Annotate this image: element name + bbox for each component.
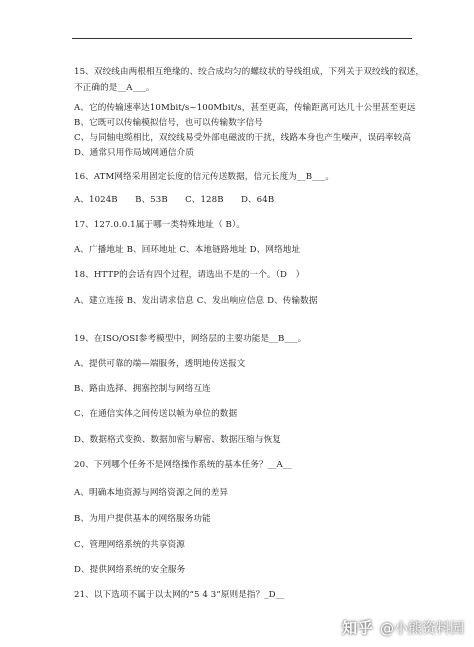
question-15-option-a: A、它的传输速率达10Mbit/s~100Mbit/s，甚至更高，传输距离可达几十公里甚至更远 <box>74 103 416 113</box>
question-19-option-b: B、路由选择、拥塞控制与网络互连 <box>74 384 211 394</box>
watermark-brand: 知乎 <box>341 619 374 637</box>
header-rule <box>72 38 412 39</box>
question-15-option-c: C、与同轴电缆相比，双绞线易受外部电磁波的干扰，线路本身也产生噪声，误码率较高 <box>74 133 412 143</box>
question-18-options: A、建立连接 B、发出请求信息 C、发出响应信息 D、传输数据 <box>74 296 318 306</box>
zhihu-watermark <box>342 617 464 638</box>
question-21-stem: 21、以下选项不属于以太网的“5 4 3”原则是指？_D__ <box>74 590 285 600</box>
question-17-options: A、广播地址 B、回环地址 C、本地链路地址 D、网络地址 <box>74 245 301 255</box>
question-19-option-d: D、数据格式变换、数据加密与解密、数据压缩与恢复 <box>74 435 281 445</box>
question-15-option-b: B、它既可以传输模拟信号，也可以传输数字信号 <box>74 118 263 128</box>
question-20-option-c: C、管理网络系统的共享资源 <box>74 540 186 550</box>
question-16-options: A、1024B B、53B C、128B D、64B <box>74 195 275 205</box>
question-20-stem: 20、下列哪个任务不是网络操作系统的基本任务？__A__ <box>74 460 292 470</box>
question-20-option-d: D、提供网络系统的安全服务 <box>74 565 186 575</box>
question-15-stem-line2: 不正确的是__A___。 <box>74 83 155 93</box>
watermark-handle: @小熊资料园 <box>380 620 464 637</box>
question-19-option-c: C、在通信实体之间传送以帧为单位的数据 <box>74 409 238 419</box>
question-16-stem: 16、ATM网络采用固定长度的信元传送数据，信元长度为__B___。 <box>74 172 335 182</box>
question-15-option-d: D、通常只用作局域网通信介质 <box>74 148 195 158</box>
question-20-option-b: B、为用户提供基本的网络服务功能 <box>74 514 211 524</box>
question-18-stem: 18、HTTP的会话有四个过程，请选出不是的一个。（D ） <box>74 270 305 280</box>
question-19-stem: 19、在ISO/OSI参考模型中，网络层的主要功能是__B___。 <box>74 334 307 344</box>
question-17-stem: 17、127.0.0.1属于哪一类特殊地址（ B）。 <box>74 220 246 230</box>
question-15-stem-line1: 15、双绞线由两根相互绝缘的、绞合成均匀的螺纹状的导线组成，下列关于双绞线的叙述， <box>74 67 425 77</box>
question-19-option-a: A、提供可靠的端—端服务，透明地传送报文 <box>74 359 246 369</box>
question-20-option-a: A、明确本地资源与网络资源之间的差异 <box>74 488 229 498</box>
